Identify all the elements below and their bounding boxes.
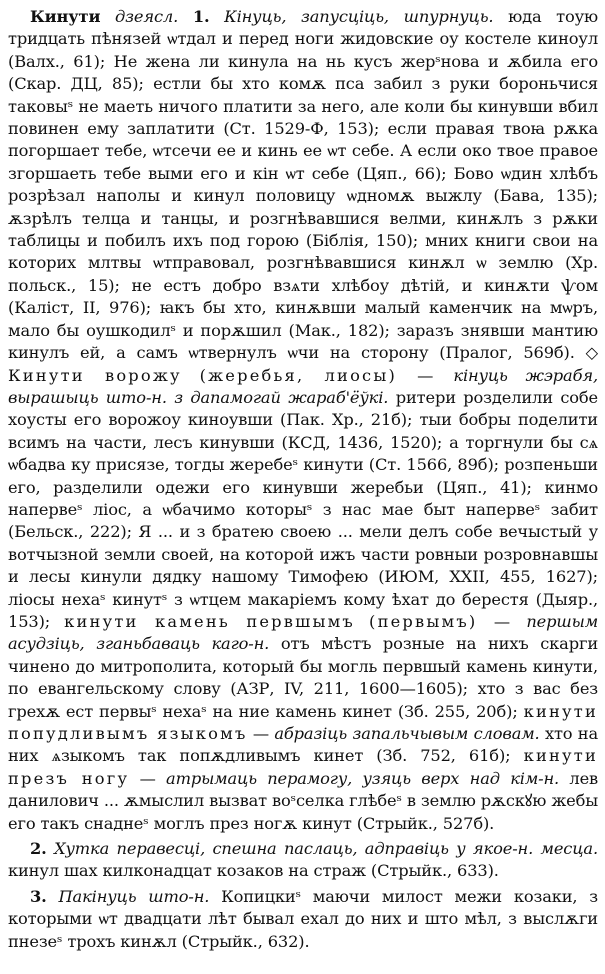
phrase-gloss: атрымаць перамогу, узяць верх над кім-н. xyxy=(166,768,560,788)
phrase-citations: хто на них ѧзыкомъ так попѫдливымъ кинет (Зб. 752, 61б); xyxy=(8,724,599,766)
part-of-speech: дзеясл. xyxy=(115,7,179,26)
phrase-citations: ритери розделили собе хоусты его ворожоу киноувши (Пак. Хр., 21б); тыи бобры поделити всимъ на части, лесъ кинувши (КСД, 1436, 1520); а торгнули бы сѧ ѡбадва ку присязе, тогды жеребеˢ кинути (Ст. 1566, 89б); розпеньши его, разделили одежи его кинувши жеребьи (Цяп., 41); кинмо напервеˢ ліос, а ѡбачимо которыˢ з нас мае быт напервеˢ забит (Бельск., 222); Я ... и з братею своею ... мели делъ собе вечыстый у вотчызной земли своей, на которой ижъ части ровныи розровнавшы и лесы кинули дядку нашому Тимофею (ИЮМ, XXII, 455, 1627); ліосы нехаˢ кинутˢ з ѡтцем макаріемъ кому ѣхат до берестя (Дыяр., 153); xyxy=(8,387,598,631)
sense-number: 2. xyxy=(30,839,47,859)
sense-1 xyxy=(8,6,598,835)
phrase-variants: (первымъ) — xyxy=(369,611,513,631)
phrase-gloss: кінуць жэрабя, вырашыць што-н. з дапамогай жараб'ёўкі. xyxy=(8,365,598,407)
phrase-variants: (жеребья, лиосы) — xyxy=(199,365,436,385)
sense-gloss: Кінуць, запусціць, шпурнуць. xyxy=(224,7,494,26)
phrase-lemma: кинути камень первшымъ xyxy=(64,611,355,631)
dictionary-entry-kinuti xyxy=(8,6,598,953)
phrase-lemma: кинути презъ ногу xyxy=(8,746,599,788)
phrase-citations: отъ мѣстъ розные на нихъ скарги чинено до митрополита, который бы могль первшый камень кинути, по евангельскому слову (АЗР, IV, 211, 1600—1605); хто з вас без грехѫ ест первыˢ нехаˢ на ние камень кинет (Зб. 255, 20б); xyxy=(8,634,598,721)
sense-gloss: Пакінуць што-н. xyxy=(58,886,210,906)
sense-gloss: Хутка перавесці, спешна паслаць, адправіць у якое-н. месца. xyxy=(54,839,598,859)
sense-2 xyxy=(8,838,598,883)
phrase-lemma: Кинути ворожу xyxy=(8,365,182,385)
sense-citations: кинул шах килконадцат козаков на страж (Стрыйк., 633). xyxy=(8,861,499,881)
headword: Кинути xyxy=(30,7,101,26)
sense-number: 3. xyxy=(30,886,47,906)
sense-3 xyxy=(8,886,598,953)
phrase-diamond-icon: ◇ xyxy=(585,343,598,363)
sense-citations: Копицкиˢ маючи милост межи козаки, з которыми ѡт двадцати лѣт бывал ехал до них и што мѣл, з выслѫги пнезеˢ трохъ кинѫл (Стрыйк., 632). xyxy=(8,886,598,951)
sense-number: 1. xyxy=(192,7,210,26)
sense-citations: юда тоую тридцать пѣнязей ѡтдал и перед ноги жидовские оу костеле киноул (Валх., 61); Не жена ли кинула на нь кусъ жерˢнова и ѫбила его (Скар. ДЦ, 85); естли бы хто комѫ пса забил з руки бороньчися таковыˢ не маеть ничого платити за него, але коли бы кинувши вбил повинен ему заплатити (Ст. 1529-Ф, 153); если правая твоꙗ рѫка погоршает тебе, ѡтсечи ее и кинь ее ѡт себе. А если око твое правое згоршаеть тебе выми его и кін ѡт себе (Цяп., 66); Бово ѡдин хлѣбъ розрѣзал наполы и кинул половицу ѡдномѫ выжлу (Бава, 135); ѫзрѣлъ телца и танцы, и розгнѣвавшися велми, кинѫлъ з рѫки таблицы и побилъ ихъ под горою (Біблія, 150); мних книги свои на которих млтвы ѡтправовал, розгнѣвавшися кинѫл ѡ землю (Хр. польск., 15); не естъ добро взѧти хлѣбоу дѣтій, и кинѫти ѱом (Каліст, II, 976); ꙗкъ бы хто, кинѫвши малый каменчик на мѡръ, мало бы оушкодилˢ и порѫшил (Мак., 182); заразъ знявши мантию кинулъ ей, а самъ ѡтвернулъ ѡчи на сторону (Пралог, 569б). xyxy=(8,7,599,363)
phrase-dash: — xyxy=(252,724,269,743)
phrase-gloss: першым асудзіць, зганьбаваць каго-н. xyxy=(8,611,599,654)
phrase-citations: лев данилович ... ѫмыслил вызват воˢселка глѣбеˢ в землю рѫскꙋю жебы его такъ снаднеˢ моглъ през ногѫ кинут (Стрыйк., 527б). xyxy=(8,768,599,833)
phrase-gloss: абразіць запальчывым словам. xyxy=(274,724,540,743)
phrase-dash: — xyxy=(139,768,156,788)
phrase-lemma: кинути попудливымъ языкомъ xyxy=(8,701,599,743)
